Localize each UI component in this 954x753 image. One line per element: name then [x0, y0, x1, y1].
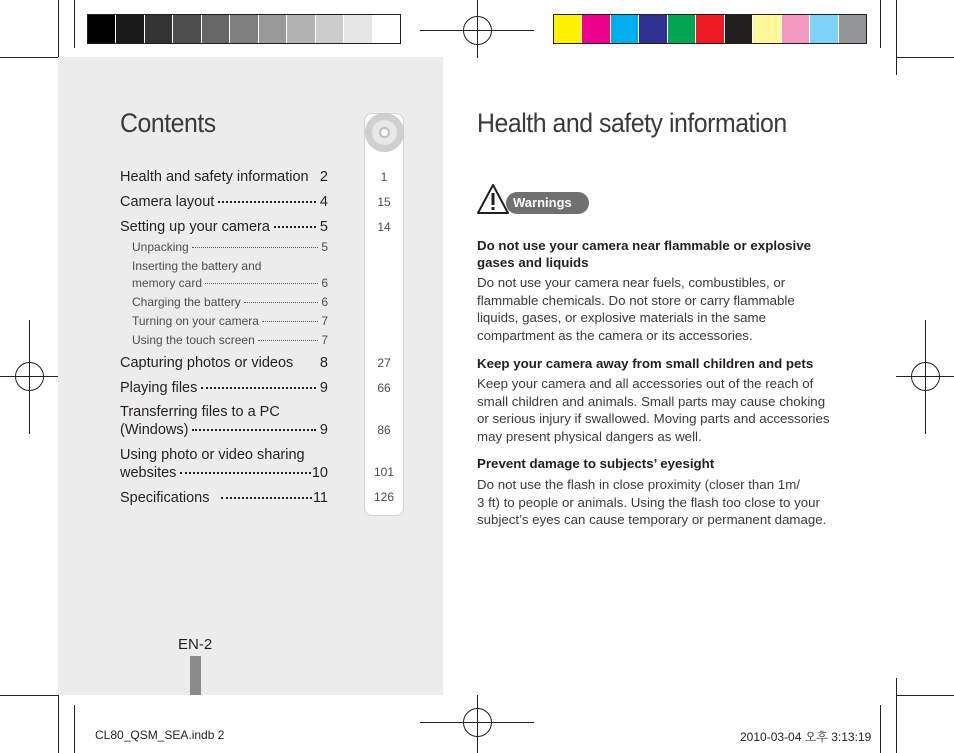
toc-entry-page: 8 — [319, 355, 328, 371]
toc-entry-label: Using the touch screen — [132, 333, 255, 347]
color-swatch — [611, 15, 639, 43]
color-swatch — [839, 15, 866, 43]
toc-entry-label: memory card — [132, 276, 203, 290]
toc-entry-page: 2 — [319, 169, 328, 185]
warning-triangle-icon — [476, 183, 510, 215]
crop-mark — [896, 0, 897, 75]
toc-leader — [258, 340, 319, 341]
toc-entry-page: 6 — [321, 295, 328, 309]
toc-entry-label: (Windows) — [120, 422, 189, 438]
toc-leader — [262, 321, 318, 322]
page-tab-marker — [190, 656, 201, 695]
health-safety-title: Health and safety information — [477, 108, 787, 138]
section-body: Do not use the flash in close proximity (closer than 1m/ 3 ft) to people or animals. Using the flash too close to your subject’s eyes can cause temporary or permanent damage. — [477, 477, 827, 527]
toc-entry-label: Transferring files to a PC — [120, 404, 280, 420]
sidebar-page-number: 1 — [380, 170, 388, 184]
toc-entry-label: Charging the battery — [132, 295, 241, 309]
section-body: Keep your camera and all accessories out of the reach of small children and animals. Small parts may cause choking or serious injury if swallowed. Moving parts and accessories may present physical dangers as well. — [477, 376, 830, 444]
color-swatch — [554, 15, 582, 43]
toc-leader — [221, 497, 311, 499]
toc-entry-label: Playing files — [120, 380, 198, 396]
toc-entry-label: Camera layout — [120, 194, 215, 210]
color-swatch — [173, 15, 201, 43]
toc-leader — [205, 283, 318, 284]
toc-entry-label: Specifications — [120, 490, 210, 506]
registration-circle — [911, 362, 940, 391]
color-swatch — [810, 15, 838, 43]
crop-mark — [74, 0, 75, 48]
toc-leader — [244, 302, 319, 303]
process-color-bar — [553, 14, 867, 44]
sidebar-page-number: 14 — [377, 220, 391, 234]
toc-entry[interactable] — [120, 422, 328, 438]
color-swatch — [725, 15, 753, 43]
warnings-badge-label: Warnings — [513, 195, 572, 210]
toc-entry-label: Unpacking — [132, 240, 189, 254]
toc-entry-label: Capturing photos or videos — [120, 355, 294, 371]
toc-leader — [192, 429, 315, 431]
toc-entry[interactable] — [120, 219, 328, 235]
contents-title: Contents — [120, 108, 216, 138]
toc-entry-page: 9 — [319, 380, 328, 396]
toc-subentry[interactable] — [132, 314, 328, 328]
color-swatch — [668, 15, 696, 43]
toc-leader — [192, 247, 319, 248]
color-swatch — [202, 15, 230, 43]
toc-entry[interactable] — [120, 380, 328, 396]
section-heading: Do not use your camera near flammable or explosive gases and liquids — [477, 238, 812, 270]
toc-entry[interactable] — [120, 465, 328, 481]
toc-subentry[interactable] — [132, 295, 328, 309]
sidebar-page-number: 27 — [377, 356, 391, 370]
crop-mark — [880, 705, 881, 753]
section-heading: Prevent damage to subjects’ eyesight — [477, 456, 715, 471]
color-swatch — [88, 15, 116, 43]
sidebar-page-number: 15 — [377, 195, 391, 209]
color-swatch — [373, 15, 400, 43]
color-swatch — [696, 15, 724, 43]
toc-entry-label: websites — [120, 465, 177, 481]
toc-entry-page: 6 — [321, 276, 328, 290]
toc-entry-page: 10 — [311, 465, 328, 481]
toc-leader — [274, 226, 316, 228]
toc-entry[interactable] — [120, 194, 328, 210]
toc-subentry[interactable] — [132, 240, 328, 254]
toc-entry[interactable] — [120, 447, 328, 463]
section-heading: Keep your camera away from small children and pets — [477, 356, 814, 371]
toc-entry[interactable] — [120, 169, 328, 185]
color-swatch — [287, 15, 315, 43]
crop-mark — [0, 695, 58, 696]
page-number-label: EN-2 — [178, 636, 213, 653]
color-swatch — [344, 15, 372, 43]
toc-leader — [218, 201, 316, 203]
toc-entry-page: 7 — [321, 333, 328, 347]
toc-entry-label: Using photo or video sharing — [120, 447, 305, 463]
toc-entry-label: Health and safety information — [120, 169, 309, 185]
color-swatch — [316, 15, 344, 43]
toc-entry-page: 7 — [321, 314, 328, 328]
color-swatch — [582, 15, 610, 43]
crop-mark — [0, 57, 58, 58]
grayscale-color-bar — [87, 14, 401, 44]
sidebar-page-number: 101 — [373, 465, 395, 479]
toc-leader — [201, 387, 316, 389]
warnings-badge — [506, 192, 589, 214]
toc-entry-page: 4 — [319, 194, 328, 210]
sidebar-page-number: 66 — [377, 381, 391, 395]
toc-entry[interactable] — [120, 404, 328, 420]
toc-entry-label: Turning on your camera — [132, 314, 259, 328]
file-slug: CL80_QSM_SEA.indb 2 — [95, 728, 225, 742]
crop-mark — [880, 0, 881, 48]
crop-mark — [896, 57, 954, 58]
sidebar-page-number: 86 — [377, 423, 391, 437]
color-swatch — [259, 15, 287, 43]
crop-mark — [896, 678, 897, 753]
color-swatch — [782, 15, 810, 43]
sidebar-page-number: 126 — [373, 490, 395, 504]
toc-subentry[interactable] — [132, 276, 328, 290]
toc-entry[interactable] — [120, 490, 328, 506]
crop-mark — [74, 705, 75, 753]
registration-circle — [463, 16, 492, 45]
color-swatch — [753, 15, 781, 43]
color-swatch — [145, 15, 173, 43]
crop-mark — [896, 695, 954, 696]
cd-disc-icon — [365, 113, 404, 152]
toc-entry-page: 5 — [321, 240, 328, 254]
color-swatch — [230, 15, 258, 43]
toc-entry[interactable] — [120, 355, 328, 371]
toc-leader — [180, 472, 310, 474]
toc-subentry[interactable] — [132, 259, 328, 273]
section-body: Do not use your camera near fuels, combustibles, or flammable chemicals. Do not store or carry flammable liquids, gases, or explosive materials in the same compartment as the camera or its accessories. — [477, 275, 795, 343]
toc-entry-page: 5 — [319, 219, 328, 235]
registration-circle — [15, 362, 44, 391]
color-swatch — [639, 15, 667, 43]
toc-entry-page: 9 — [319, 422, 328, 438]
toc-subentry[interactable] — [132, 333, 328, 347]
toc-entry-label: Setting up your camera — [120, 219, 270, 235]
color-swatch — [116, 15, 144, 43]
toc-entry-label: Inserting the battery and — [132, 259, 262, 273]
print-timestamp: 2010-03-04 오후 3:13:19 — [740, 730, 872, 744]
toc-entry-page: 11 — [312, 490, 328, 506]
registration-circle — [463, 708, 492, 737]
